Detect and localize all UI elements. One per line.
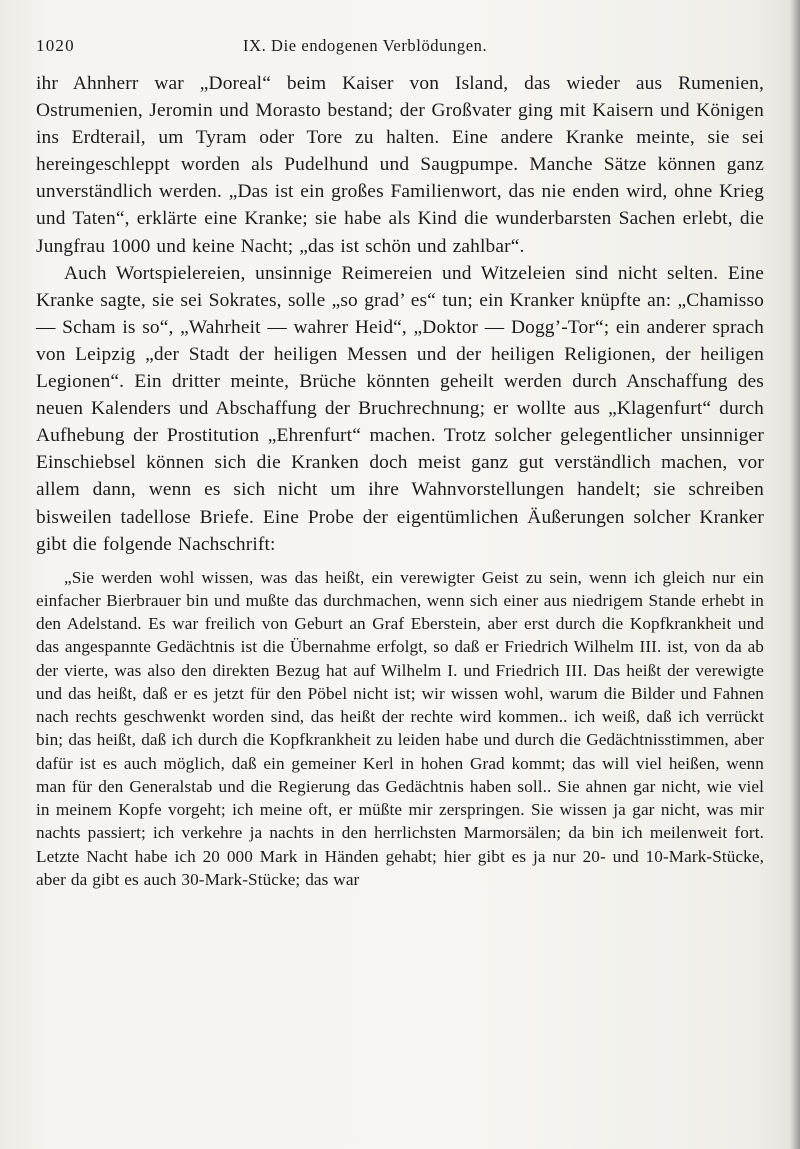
body-text [36,70,764,558]
paragraph-wordplay: Auch Wortspielereien, unsinnige Reimereien und Witzeleien sind nicht selten. Eine Kranke sagte, sie sei Sokrates, solle „so grad’ es“ tun; ein Kranker knüpfte an: „Chamisso — Scham is so“, „Wahrheit — wahrer Heid“, „Doktor — Dogg’-Tor“; ein anderer sprach von Leipzig „der Stadt der heiligen Messen und der heiligen Religionen, der heiligen Legionen“. Ein dritter meinte, Brüche könnten geheilt werden durch Anschaffung des neuen Kalenders und Abschaffung der Bruchrechnung; er wollte aus „Klagenfurt“ durch Aufhebung der Prostitution „Ehrenfurt“ machen. Trotz solcher gelegentlicher unsinniger Einschiebsel können sich die Kranken doch meist ganz gut verständlich machen, vor allem dann, wenn es sich nicht um ihre Wahnvorstellungen handelt; sie schreiben bisweilen tadellose Briefe. Eine Probe der eigentümlichen Äußerungen solcher Kranker gibt die folgende Nachschrift: [36,262,764,555]
page-edge-shadow [790,0,800,1149]
paragraph-continuation: ihr Ahnherr war „Doreal“ beim Kaiser von Island, das wieder aus Rumenien, Ostrumenien, Jeromin und Morasto bestand; der Großvater ging mit Kaisern und Königen ins Erdterail, um Tyram oder Tore zu halten. Eine andere Kranke meinte, sie sei hereingeschleppt worden als Pudelhund und Saugpumpe. Manche Sätze können ganz unverständlich werden. „Das ist ein großes Familienwort, das nie enden wird, ohne Krieg und Taten“, erklärte eine Kranke; sie habe als Kind die wunderbarsten Sachen erlebt, die Jungfrau 1000 und keine Nacht; „das ist schön und zahlbar“. [36,73,764,257]
quote-paragraph: „Sie werden wohl wissen, was das heißt, ein verewigter Geist zu sein, wenn ich gleich nur ein einfacher Bierbrauer bin und mußte das durchmachen, wenn sich einer aus niedrigem Stande erhebt in den Adelstand. Es war freilich von Geburt an Graf Eberstein, aber erst durch die Kopfkrankheit und das angespannte Gedächtnis ist die Übernahme erfolgt, so daß er Friedrich Wilhelm III. ist, von da ab der vierte, was also den direkten Bezug hat auf Wilhelm I. und Friedrich III. Das heißt der verewigte und das heißt, daß er es jetzt für den Pöbel nicht ist; wir wissen wohl, warum die Bilder und Fahnen nach rechts geschwenkt worden sind, das heißt der rechte wird kommen.. ich weiß, daß ich verrückt bin; das heißt, daß ich durch die Kopfkrankheit zu leiden habe und durch die Gedächtnisstimmen, aber dafür ist es auch möglich, daß ein gemeiner Kerl in hohen Grad kommt; das will viel heißen, wenn man für den Generalstab und die Regierung das Gedächtnis haben soll.. Sie ahnen gar nicht, wie viel in meinem Kopfe vorgeht; ich meine oft, er müßte mir zerspringen. Sie wissen ja gar nicht, was mir nachts passiert; ich verkehre ja nachts in den herrlichsten Marmorsälen; da bin ich meilenweit fort. Letzte Nacht habe ich 20 000 Mark in Händen gehabt; hier gibt es ja nur 20- und 10-Mark-Stücke, aber da gibt es auch 30-Mark-Stücke; das war [36,567,764,889]
page-number: 1020 [36,36,75,55]
patient-letter-quote [36,566,764,892]
running-header [36,34,764,60]
chapter-title: IX. Die endogenen Verblödungen. [243,36,488,55]
